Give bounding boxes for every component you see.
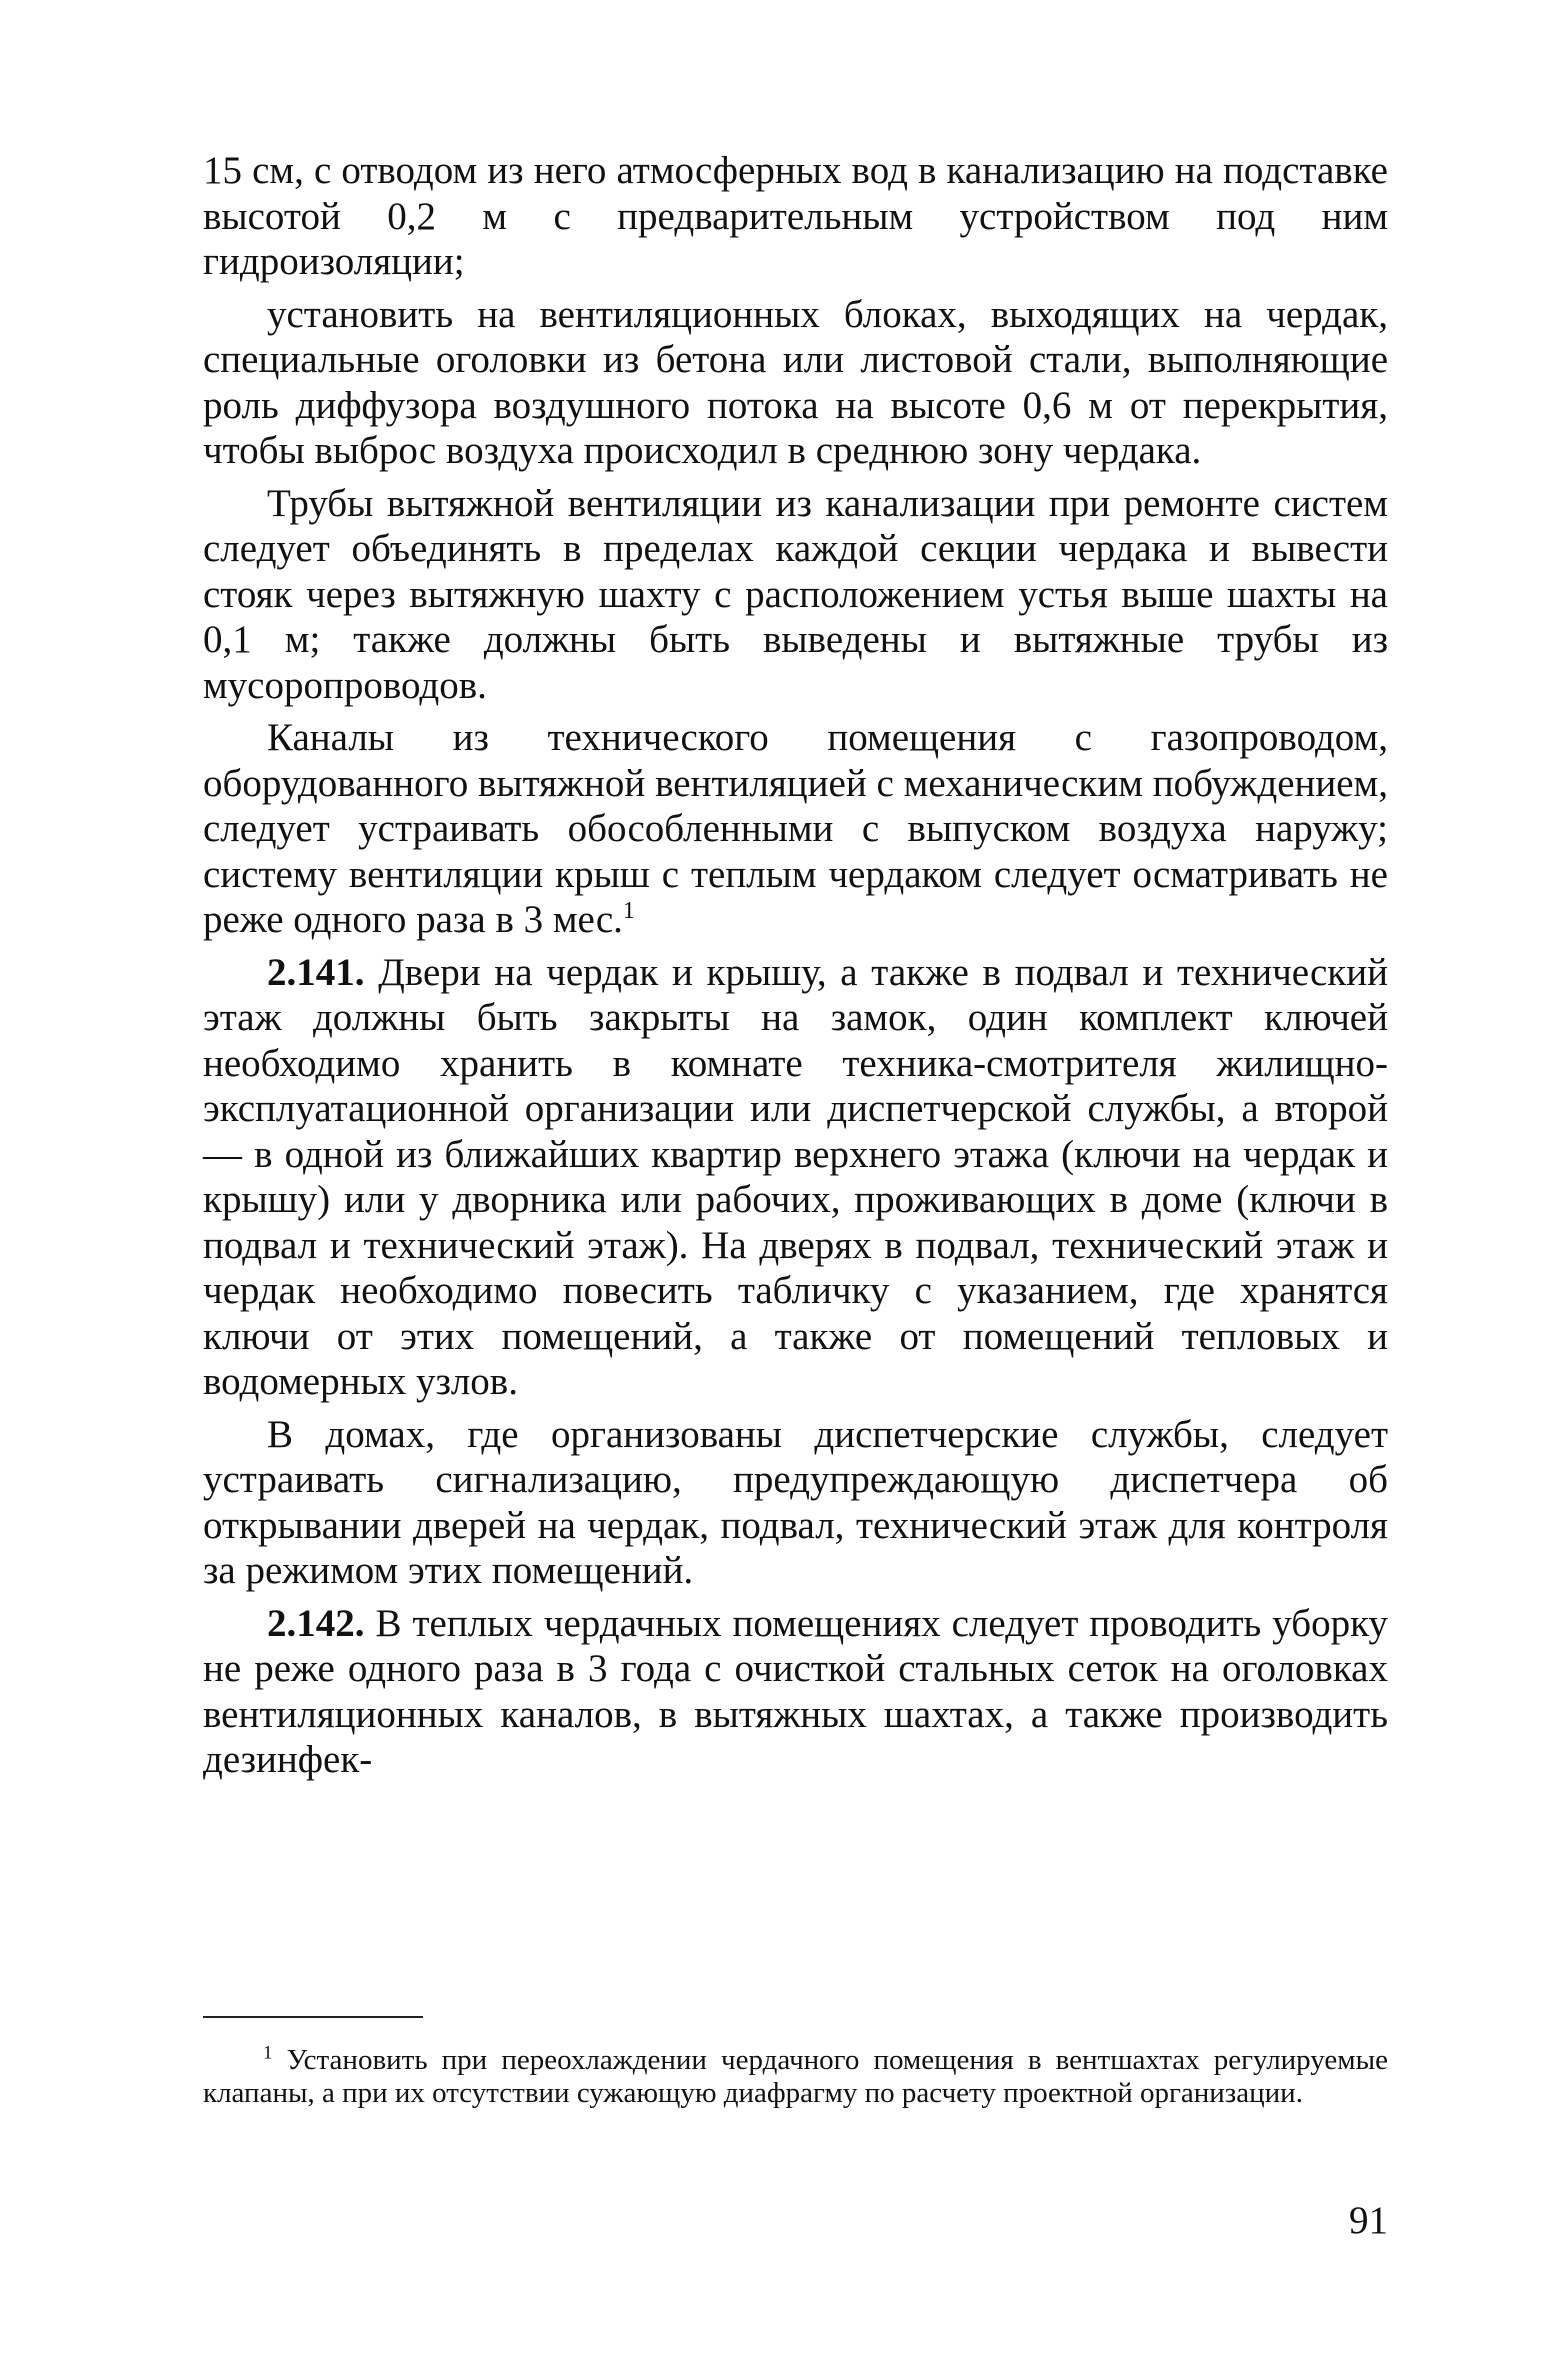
clause-2-141: 2.141. Двери на чердак и крышу, а также в подвал и технический этаж должны быть закрыты на замок, один комплект ключей необходимо хранить в комнате техника-смотрителя жилищно-эксплуатационной организации или диспетчерской службы, а второй — в одной из ближайших квартир верхнего этажа (ключи на чердак и крышу) или у дворника или рабочих, проживающих в доме (ключи в подвал и технический этаж). На дверях в подвал, технический этаж и чердак необходимо повесить табличку с указанием, где хранятся ключи от этих помещений, а также от помещений тепловых и водомерных узлов.: [203, 950, 1388, 1403]
footnote-marker: 1: [263, 2042, 273, 2064]
clause-2-142: 2.142. В теплых чердачных помещениях следует проводить уборку не реже одного раза в 3 года с очисткой стальных сеток на оголовках вентиляционных каналов, в вытяжных шахтах, а также производить дезинфек-: [203, 1601, 1388, 1781]
paragraph: установить на вентиляционных блоках, выходящих на чердак, специальные оголовки из бетона или листовой стали, выполняющие роль диффузора воздушного потока на высоте 0,6 м от перекрытия, чтобы выброс воздуха происходил в среднюю зону чердака.: [203, 292, 1388, 472]
paragraph: Каналы из технического помещения с газопроводом, оборудованного вытяжной вентиляцией с механическим побуждением, следует устраивать обособленными с выпуском воздуха наружу; систему вентиляции крыш с теплым чердаком следует осматривать не реже одного раза в 3 мес.$^1$: [203, 716, 1388, 941]
footnote-reference: 1: [622, 898, 635, 924]
page-number: 91: [1349, 2199, 1388, 2242]
clause-number: 2.141.: [267, 950, 365, 994]
footnote-divider: [203, 2016, 423, 2018]
paragraph: В домах, где организованы диспетчерские службы, следует устраивать сигнализацию, предупреждающую диспетчера об открывании дверей на чердак, подвал, технический этаж для контроля за режимом этих помещений.: [203, 1412, 1388, 1592]
footnote: [203, 2044, 1388, 2110]
paragraph: Трубы вытяжной вентиляции из канализации при ремонте систем следует объединять в пределах каждой секции чердака и вывести стояк через вытяжную шахту с расположением устья выше шахты на 0,1 м; также должны быть выведены и вытяжные трубы из мусоропроводов.: [203, 481, 1388, 707]
footnote-text: Установить при переохлаждении чердачного помещения в вентшахтах регулируемые клапаны, а при их отсутствии сужающую диафрагму по расчету проектной организации.: [203, 2044, 1388, 2109]
main-text: [203, 148, 1388, 1790]
paragraph-continuation: 15 см, с отводом из него атмосферных вод в канализацию на подставке высотой 0,2 м с предварительным устройством под ним гидроизоляции;: [203, 149, 1388, 283]
clause-number: 2.142.: [267, 1601, 365, 1645]
